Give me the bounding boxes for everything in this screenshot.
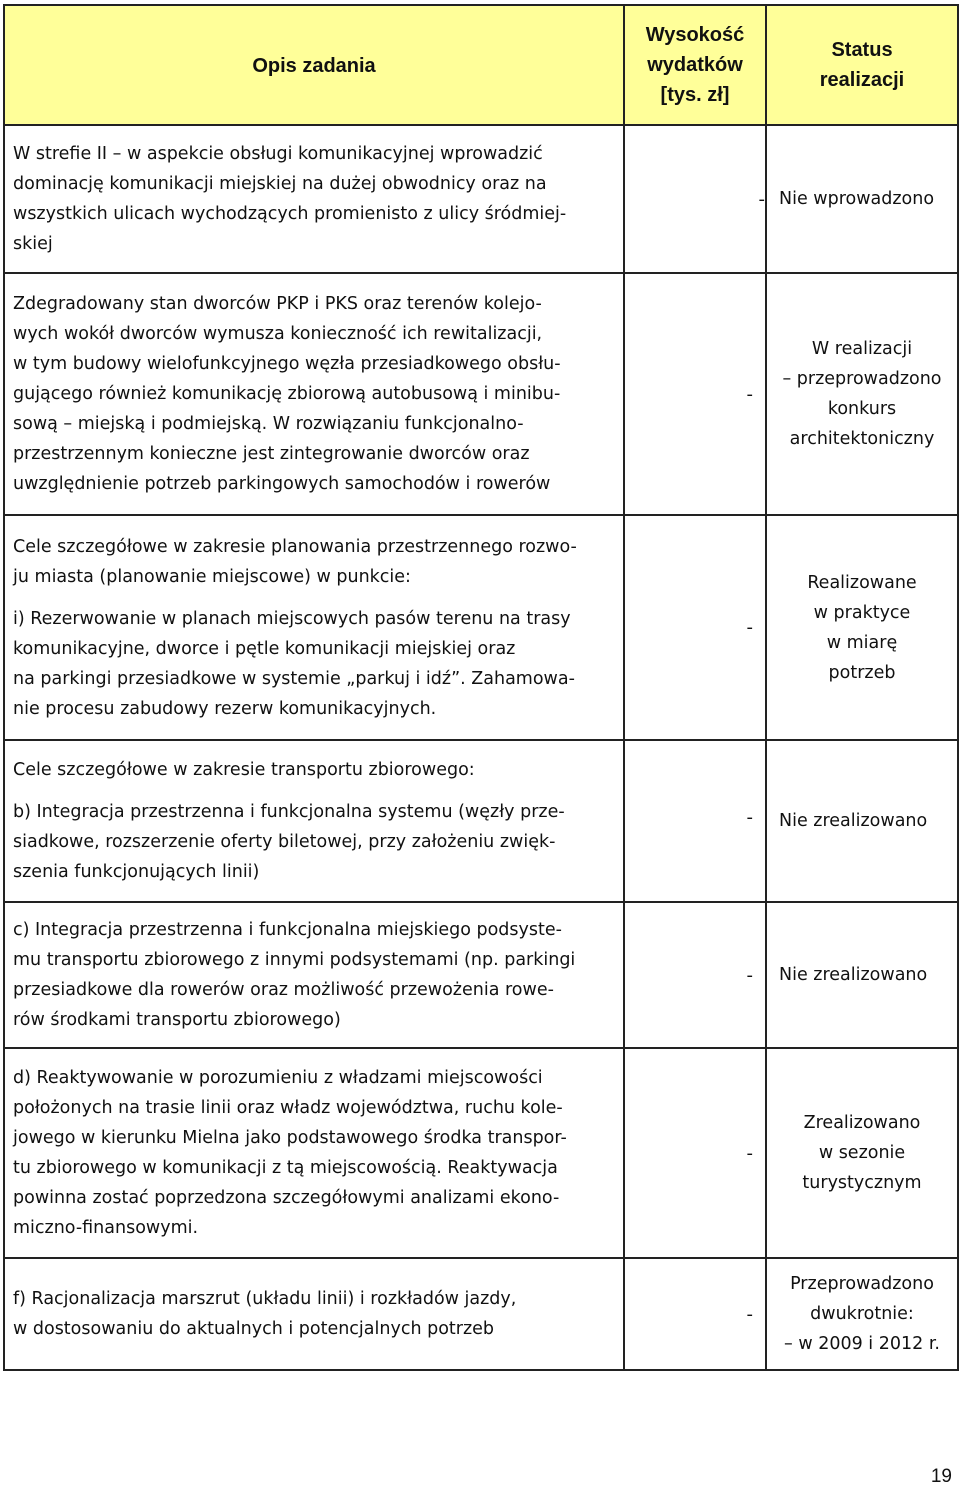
- desc-line: i) Rezerwowanie w planach miejscowych pasów terenu na trasy: [13, 608, 571, 629]
- status-text: Nie zrealizowano: [779, 811, 928, 831]
- table-row: [4, 515, 958, 740]
- status-line: w praktyce: [813, 602, 911, 623]
- status-line: architektoniczny: [789, 429, 935, 449]
- desc-line: Zdegradowany stan dworców PKP i PKS oraz terenów kolejo-: [13, 294, 542, 314]
- desc-line: w tym budowy wielofunkcyjnego węzła przesiadkowego obsłu-: [13, 354, 561, 374]
- table-row: [4, 273, 958, 515]
- expenditure-cell: [624, 740, 766, 902]
- desc-line: powinna zostać poprzedzona szczegółowymi analizami ekono-: [13, 1188, 560, 1208]
- desc-line: w dostosowaniu do aktualnych i potencjalnych potrzeb: [13, 1319, 495, 1339]
- desc-line: tu zbiorowego w komunikacji z tą miejscowością. Reaktywacja: [13, 1158, 558, 1178]
- task-description: [4, 740, 624, 902]
- status-line: potrzeb: [828, 662, 896, 683]
- header-expenditure: [624, 5, 766, 125]
- desc-line: siadkowe, rozszerzenie oferty biletowej, przy założeniu zwięk-: [13, 832, 556, 852]
- status-cell: [766, 273, 958, 515]
- expenditure-value: -: [746, 383, 753, 405]
- status-cell: [766, 740, 958, 902]
- status-line: Przeprowadzono: [790, 1274, 934, 1294]
- desc-line: dominację komunikacji miejskiej na dużej obwodnicy oraz na: [13, 174, 547, 194]
- desc-line: miczno-finansowymi.: [13, 1218, 199, 1238]
- desc-line: przesiadkowe dla rowerów oraz możliwość przewożenia rowe-: [13, 980, 554, 1000]
- expenditure-cell: [624, 125, 766, 273]
- header-status: [766, 5, 958, 125]
- status-text: Nie zrealizowano: [779, 965, 928, 985]
- desc-line: uwzględnienie potrzeb parkingowych samochodów i rowerów: [13, 474, 551, 494]
- header-status-line: realizacji: [819, 69, 905, 91]
- desc-line: jowego w kierunku Mielna jako podstawowego środka transpor-: [13, 1128, 567, 1148]
- status-cell: [766, 1048, 958, 1258]
- desc-line: Cele szczegółowe w zakresie planowania przestrzennego rozwo-: [13, 536, 577, 557]
- desc-line: b) Integracja przestrzenna i funkcjonalna systemu (węzły prze-: [13, 802, 565, 822]
- desc-line: przestrzennym konieczne jest zintegrowanie dworców oraz: [13, 444, 530, 464]
- desc-line: rów środkami transportu zbiorowego): [13, 1010, 341, 1030]
- table-row: [4, 902, 958, 1048]
- header-task-description-label: Opis zadania: [252, 55, 376, 77]
- desc-line: Cele szczegółowe w zakresie transportu zbiorowego:: [13, 760, 475, 780]
- task-description: [4, 273, 624, 515]
- table-row: [4, 740, 958, 902]
- status-line: dwukrotnie:: [810, 1304, 914, 1324]
- status-line: Zrealizowano: [803, 1113, 921, 1133]
- status-line: – przeprowadzono: [782, 369, 942, 389]
- task-description: [4, 125, 624, 273]
- desc-line: na parkingi przesiadkowe w systemie „parkuj i idź”. Zahamowa-: [13, 668, 575, 689]
- desc-line: położonych na trasie linii oraz władz województwa, ruchu kole-: [13, 1098, 563, 1118]
- status-line: W realizacji: [811, 339, 913, 359]
- status-line: konkurs: [827, 399, 897, 419]
- expenditure-cell: [624, 902, 766, 1048]
- desc-line: c) Integracja przestrzenna i funkcjonalna miejskiego podsyste-: [13, 920, 562, 940]
- desc-line: wszystkich ulicach wychodzących promienisto z ulicy śródmiej-: [13, 204, 567, 224]
- expenditure-value: -: [746, 617, 753, 638]
- desc-line: sową – miejską i podmiejską. W rozwiązaniu funkcjonalno-: [13, 414, 524, 434]
- expenditure-value: -: [758, 188, 765, 210]
- desc-line: f) Racjonalizacja marszrut (układu linii) i rozkładów jazdy,: [13, 1289, 517, 1309]
- header-status-line: Status: [831, 39, 893, 61]
- header-expenditure-line: Wysokość: [645, 24, 745, 46]
- desc-line: ju miasta (planowanie miejscowe) w punkcie:: [13, 566, 411, 587]
- header-expenditure-line: [tys. zł]: [660, 84, 730, 106]
- desc-line: gującego również komunikację zbiorową autobusową i minibu-: [13, 384, 561, 404]
- task-description: [4, 902, 624, 1048]
- desc-line: szenia funkcjonujących linii): [13, 862, 260, 882]
- expenditure-cell: [624, 273, 766, 515]
- desc-line: skiej: [13, 234, 53, 254]
- expenditure-value: -: [746, 1303, 753, 1325]
- page-number: 19: [930, 1466, 952, 1487]
- tasks-table: [3, 4, 959, 1371]
- table-row: [4, 1048, 958, 1258]
- task-description: [4, 515, 624, 740]
- header-task-description: [4, 5, 624, 125]
- status-cell: [766, 1258, 958, 1370]
- table-row: [4, 1258, 958, 1370]
- status-cell: [766, 902, 958, 1048]
- expenditure-cell: [624, 1258, 766, 1370]
- expenditure-cell: [624, 515, 766, 740]
- status-line: – w 2009 i 2012 r.: [784, 1334, 940, 1354]
- task-description: [4, 1258, 624, 1370]
- expenditure-cell: [624, 1048, 766, 1258]
- status-line: w miarę: [826, 632, 898, 653]
- desc-line: wych wokół dworców wymusza konieczność ich rewitalizacji,: [13, 324, 543, 344]
- status-line: turystycznym: [802, 1173, 922, 1193]
- desc-line: W strefie II – w aspekcie obsługi komunikacyjnej wprowadzić: [13, 144, 543, 164]
- status-text: Nie wprowadzono: [779, 189, 935, 209]
- table-row: [4, 125, 958, 273]
- header-expenditure-line: wydatków: [647, 54, 743, 76]
- status-cell: [766, 515, 958, 740]
- desc-line: d) Reaktywowanie w porozumieniu z władzami miejscowości: [13, 1068, 543, 1088]
- header-row: [4, 5, 958, 125]
- expenditure-value: -: [746, 1142, 753, 1164]
- status-line: Realizowane: [807, 572, 917, 593]
- desc-line: mu transportu zbiorowego z innymi podsystemami (np. parkingi: [13, 950, 576, 970]
- expenditure-value: -: [746, 964, 753, 986]
- status-line: w sezonie: [818, 1143, 906, 1163]
- task-description: [4, 1048, 624, 1258]
- desc-line: nie procesu zabudowy rezerw komunikacyjnych.: [13, 698, 437, 719]
- status-cell: [766, 125, 958, 273]
- desc-line: komunikacyjne, dworce i pętle komunikacji miejskiej oraz: [13, 638, 516, 659]
- expenditure-value: -: [746, 807, 753, 828]
